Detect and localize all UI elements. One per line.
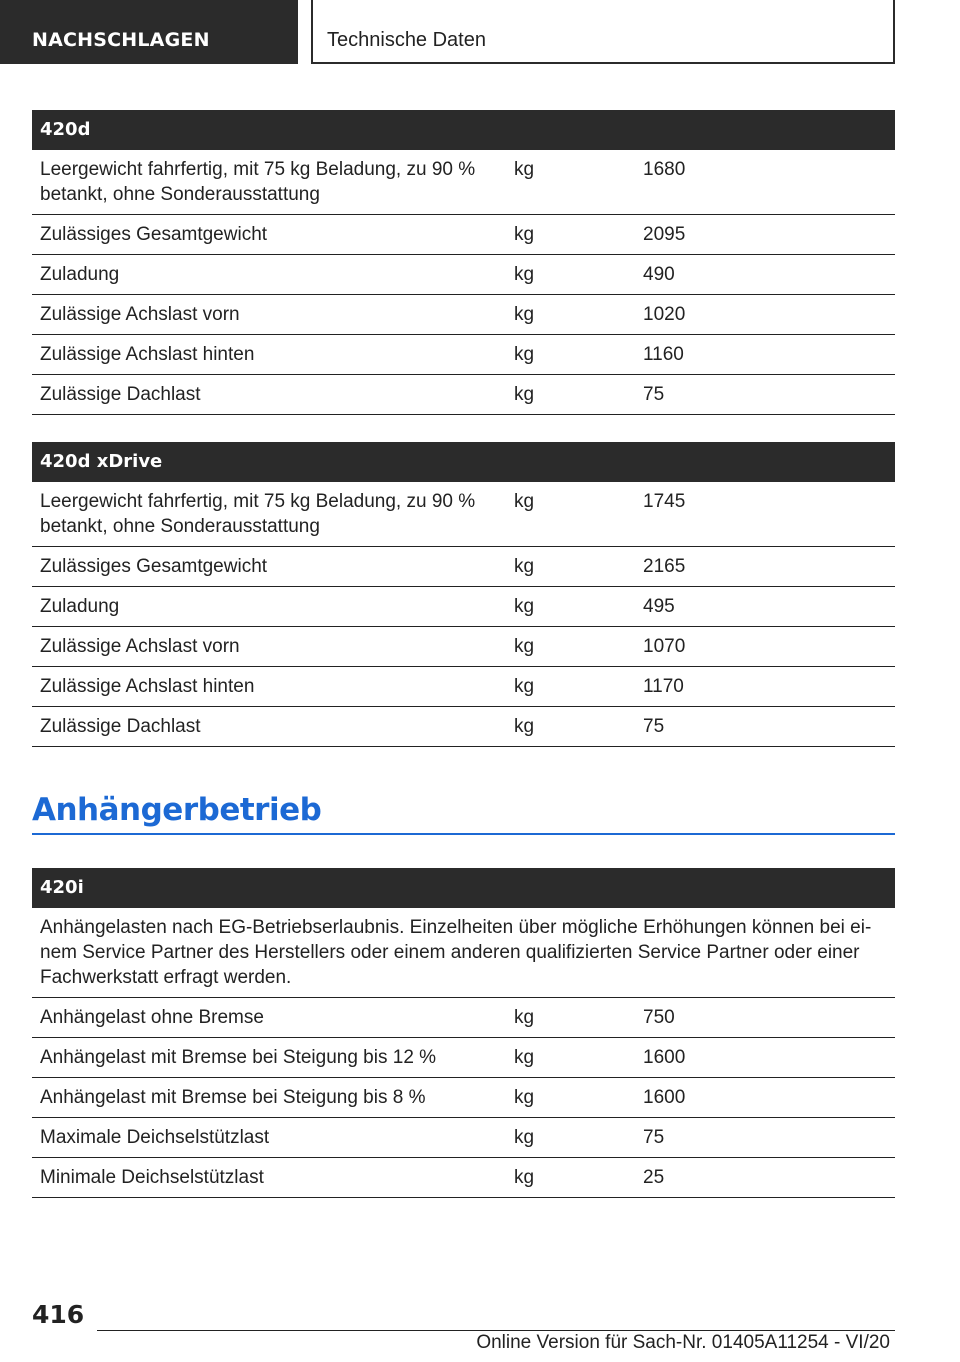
row-value: 1170 [643,676,684,697]
table-row [32,1078,895,1118]
table-row [32,335,895,375]
row-unit: kg [514,344,535,365]
row-label: Zuladung [40,264,120,285]
table-row [32,1158,895,1198]
row-unit: kg [514,304,535,325]
table-row [32,375,895,415]
row-unit: kg [514,491,535,512]
table-row [32,998,895,1038]
row-value: 2095 [643,224,686,245]
row-value: 1070 [643,636,686,657]
table-note-row [32,908,895,998]
row-value: 75 [643,716,665,737]
row-label: Zulässige Achslast hinten [40,344,255,365]
row-label: Zulässige Achslast vorn [40,636,240,657]
footer-divider [97,1330,895,1331]
table-row [32,627,895,667]
row-value: 1600 [643,1047,686,1068]
table-row [32,150,895,215]
row-value: 1020 [643,304,686,325]
table-title: 420i [32,868,895,908]
row-label: Anhängelast mit Bremse bei Steigung bis 8 % [40,1087,426,1108]
row-label: Zulässige Achslast vorn [40,304,240,325]
row-value: 1600 [643,1087,686,1108]
row-unit: kg [514,264,535,285]
table-row [32,215,895,255]
table-row [32,547,895,587]
row-label: Leergewicht fahrfertig, mit 75 kg Beladung, zu 90 % betankt, ohne Sonderausstattung [40,491,476,537]
table-row [32,255,895,295]
row-value: 1745 [643,491,686,512]
row-value: 25 [643,1167,665,1188]
row-label: Maximale Deichselstützlast [40,1127,270,1148]
row-unit: kg [514,384,535,405]
table-title: 420d xDrive [32,442,895,482]
row-label: Zulässiges Gesamtgewicht [40,224,268,245]
spec-table-420i [32,868,895,1198]
row-unit: kg [514,224,535,245]
row-unit: kg [514,159,535,180]
row-value: 2165 [643,556,686,577]
page-number: 416 [32,1300,85,1329]
row-label: Anhängelast ohne Bremse [40,1007,264,1028]
row-value: 1680 [643,159,686,180]
row-label: Zuladung [40,596,120,617]
table-row [32,587,895,627]
row-unit: kg [514,556,535,577]
spec-table-420d-xdrive [32,442,895,747]
section-heading: Anhängerbetrieb [32,788,895,835]
row-unit: kg [514,1007,535,1028]
row-value: 75 [643,384,665,405]
row-unit: kg [514,1047,535,1068]
row-unit: kg [514,716,535,737]
row-label: Leergewicht fahrfertig, mit 75 kg Beladung, zu 90 % betankt, ohne Sonderausstattung [40,159,476,205]
header-section-tab: NACHSCHLAGEN [0,0,298,64]
row-unit: kg [514,636,535,657]
row-label: Zulässige Dachlast [40,384,201,405]
row-label: Zulässiges Gesamtgewicht [40,556,268,577]
table-row [32,707,895,747]
table-title: 420d [32,110,895,150]
table-row [32,482,895,547]
table-row [32,1038,895,1078]
header-chapter-title: Technische Daten [311,0,895,64]
row-value: 75 [643,1127,665,1148]
table-row [32,667,895,707]
row-note: Anhängelasten nach EG-Betriebserlaubnis. Einzelheiten über mögliche Erhöhungen können bei ei-nem Service Partner des Herstellers oder einem anderen qualifizierten Service Partner oder einer Fachwerkstatt erfragt werden. [40,917,872,988]
row-label: Zulässige Dachlast [40,716,201,737]
row-value: 1160 [643,344,684,365]
row-unit: kg [514,596,535,617]
table-row [32,295,895,335]
row-value: 750 [643,1007,675,1028]
footer-version-text: Online Version für Sach-Nr. 01405A11254 - VI/20 [476,1332,890,1353]
row-label: Zulässige Achslast hinten [40,676,255,697]
row-value: 490 [643,264,675,285]
table-row [32,1118,895,1158]
row-value: 495 [643,596,675,617]
row-unit: kg [514,676,535,697]
row-unit: kg [514,1087,535,1108]
spec-table-420d [32,110,895,415]
row-unit: kg [514,1127,535,1148]
row-unit: kg [514,1167,535,1188]
row-label: Minimale Deichselstützlast [40,1167,264,1188]
row-label: Anhängelast mit Bremse bei Steigung bis 12 % [40,1047,437,1068]
